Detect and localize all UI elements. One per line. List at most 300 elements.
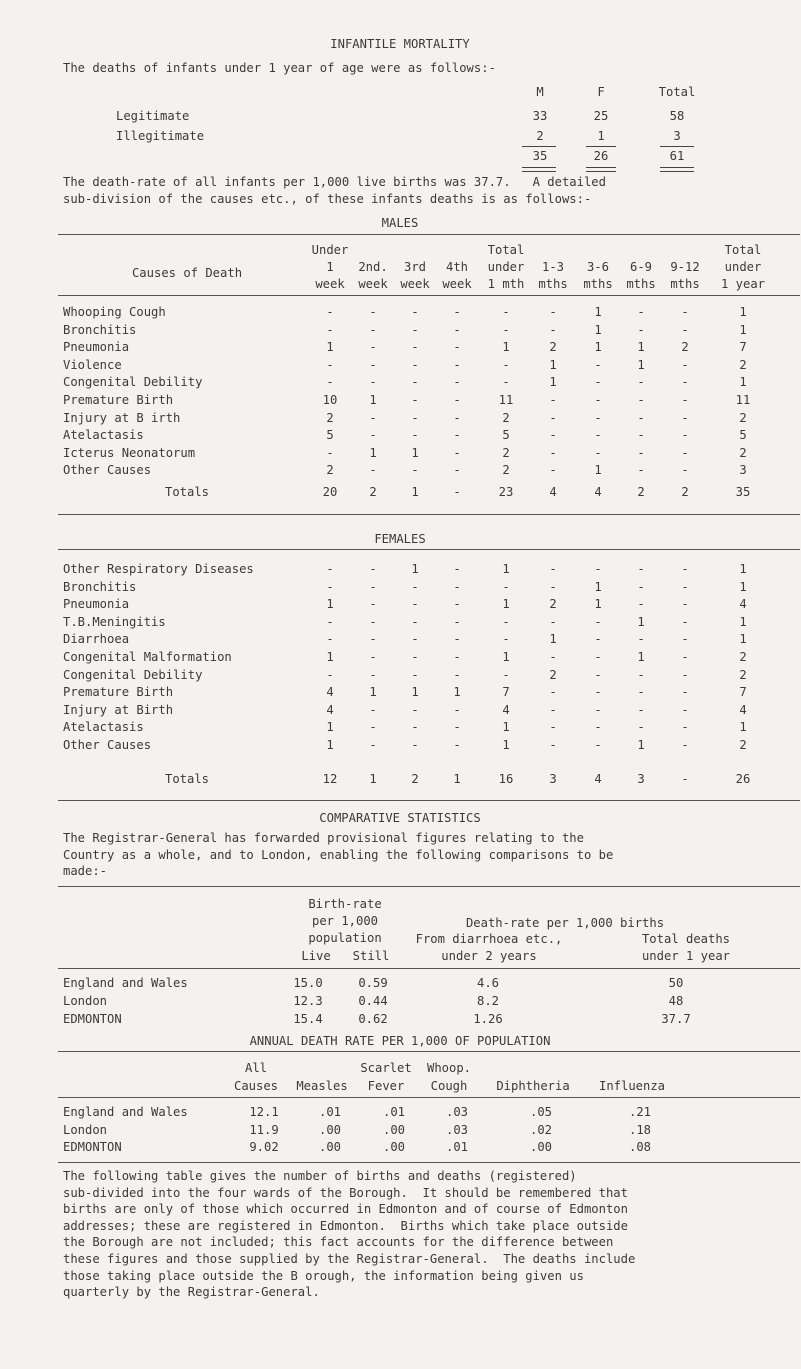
- table-cell: 7: [502, 685, 510, 700]
- column-header: mths: [583, 277, 613, 291]
- cause-label: Bronchitis: [63, 322, 137, 337]
- table-cell: -: [637, 667, 645, 682]
- total-deaths-header: under 1 year: [641, 949, 731, 963]
- table-cell: 1: [502, 340, 510, 355]
- column-header: under: [724, 260, 762, 274]
- table-cell: -: [502, 632, 510, 647]
- table-cell: -: [549, 305, 557, 319]
- table-cell: -: [502, 322, 510, 337]
- table-cell: -: [453, 322, 461, 337]
- summary-total-f: 26: [593, 149, 609, 163]
- table-cell: -: [637, 375, 645, 390]
- table-cell: -: [453, 340, 461, 355]
- table-cell: 1: [369, 393, 377, 407]
- table-cell: 1: [739, 579, 747, 594]
- area-label: EDMONTON: [63, 1140, 122, 1154]
- table-cell: 1: [594, 463, 602, 478]
- table-cell: .05: [529, 1105, 553, 1119]
- total-cell: 1: [369, 772, 377, 786]
- table-cell: 11.9: [249, 1122, 279, 1137]
- summary-row-label: Illegitimate: [116, 129, 205, 143]
- rate-text-line: sub-division of the causes etc., of these infants deaths is as follows:-: [63, 192, 592, 206]
- table-cell: 1: [502, 650, 510, 664]
- table-cell: 1: [594, 305, 602, 319]
- table-cell: 0.59: [358, 976, 388, 990]
- table-cell: 10: [322, 393, 338, 407]
- table-cell: 1: [549, 375, 557, 390]
- table-cell: -: [549, 720, 557, 735]
- table-cell: -: [326, 562, 334, 576]
- paragraph-line: the Borough are not included; this fact accounts for the difference between: [63, 1235, 614, 1250]
- table-cell: 1: [326, 650, 334, 664]
- table-cell: -: [594, 702, 602, 717]
- area-label: EDMONTON: [63, 1012, 122, 1026]
- summary-cell: 3: [673, 129, 681, 143]
- total-cell: 4: [594, 485, 602, 499]
- summary-cell: 2: [536, 129, 544, 143]
- column-header: 1-3: [541, 260, 565, 274]
- table-cell: -: [411, 720, 419, 735]
- table-cell: .00: [382, 1140, 406, 1154]
- column-header: Under: [311, 243, 349, 257]
- table-cell: 1: [637, 340, 645, 355]
- table-cell: .18: [628, 1122, 652, 1137]
- table-cell: -: [681, 632, 689, 647]
- table-cell: -: [411, 738, 419, 752]
- total-cell: 4: [594, 772, 602, 786]
- double-underline: [522, 167, 556, 172]
- table-cell: -: [637, 632, 645, 647]
- table-cell: -: [369, 410, 377, 425]
- annual-header: Diphtheria: [496, 1079, 570, 1093]
- table-cell: -: [594, 685, 602, 700]
- column-header: Total: [724, 243, 762, 257]
- column-header: 4th: [445, 260, 469, 274]
- table-cell: 1: [369, 685, 377, 700]
- underline: [660, 146, 694, 147]
- table-cell: -: [594, 375, 602, 390]
- cause-label: Pneumonia: [63, 340, 130, 355]
- summary-total-total: 61: [669, 149, 685, 163]
- table-cell: -: [411, 322, 419, 337]
- table-cell: -: [369, 702, 377, 717]
- table-bottom-rule: [58, 514, 800, 515]
- table-cell: -: [637, 305, 645, 319]
- annual-header: Causes: [233, 1079, 279, 1093]
- table-cell: -: [502, 357, 510, 372]
- area-label: London: [63, 994, 108, 1008]
- table-cell: 4: [326, 685, 334, 700]
- table-cell: 2: [502, 463, 510, 478]
- table-cell: -: [594, 738, 602, 752]
- table-cell: -: [681, 702, 689, 717]
- still-header: Still: [352, 949, 390, 963]
- table-cell: -: [369, 720, 377, 735]
- table-cell: 2: [549, 667, 557, 682]
- table-cell: -: [549, 579, 557, 594]
- causes-header: Causes of Death: [131, 266, 243, 280]
- total-deaths-header: Total deaths: [641, 932, 731, 946]
- table-cell: -: [411, 614, 419, 629]
- annual-header: Scarlet: [360, 1061, 412, 1075]
- diarrhoea-header: under 2 years: [441, 949, 537, 963]
- table-cell: 0.62: [358, 1012, 388, 1026]
- annual-header: Influenza: [598, 1079, 666, 1093]
- table-cell: 1: [326, 597, 334, 612]
- annual-header: All: [244, 1061, 268, 1075]
- table-cell: 3: [739, 463, 747, 478]
- rate-text-line: The death-rate of all infants per 1,000 live births was 37.7. A detailed: [63, 175, 606, 189]
- table-cell: -: [549, 428, 557, 443]
- table-cell: -: [453, 357, 461, 372]
- table-cell: 50: [668, 976, 684, 990]
- total-cell: 26: [735, 772, 751, 786]
- column-header: 9-12: [670, 260, 700, 274]
- paragraph-line: those taking place outside the B orough, the information being given us: [63, 1268, 584, 1283]
- table-cell: -: [594, 393, 602, 407]
- table-cell: -: [594, 410, 602, 425]
- total-cell: 2: [369, 485, 377, 499]
- table-cell: -: [594, 650, 602, 664]
- table-cell: -: [326, 614, 334, 629]
- table-cell: -: [369, 357, 377, 372]
- table-cell: 2: [739, 738, 747, 752]
- cause-label: Atelactasis: [63, 720, 144, 735]
- total-cell: 4: [549, 485, 557, 499]
- table-cell: -: [549, 702, 557, 717]
- females-title: FEMALES: [374, 532, 426, 546]
- cause-label: Congenital Malformation: [63, 650, 232, 664]
- table-cell: 1: [411, 685, 419, 700]
- table-cell: .00: [529, 1140, 553, 1154]
- column-header: week: [442, 277, 472, 291]
- table-cell: 7: [739, 340, 747, 355]
- table-cell: -: [411, 375, 419, 390]
- table-top-rule: [58, 549, 800, 550]
- total-cell: -: [453, 485, 461, 499]
- table-cell: 2: [739, 650, 747, 664]
- table-cell: -: [681, 685, 689, 700]
- table-cell: -: [681, 393, 689, 407]
- table-cell: 37.7: [661, 1012, 691, 1026]
- table-cell: .00: [318, 1140, 342, 1154]
- column-header: under: [487, 260, 525, 274]
- table-cell: -: [369, 375, 377, 390]
- column-header: Total: [487, 243, 525, 257]
- table-top-rule: [58, 1051, 800, 1052]
- table-cell: -: [681, 428, 689, 443]
- table-cell: -: [369, 667, 377, 682]
- paragraph-line: The Registrar-General has forwarded provisional figures relating to the: [63, 831, 584, 845]
- table-cell: -: [411, 579, 419, 594]
- table-cell: -: [453, 667, 461, 682]
- table-cell: -: [411, 305, 419, 319]
- table-cell: -: [326, 322, 334, 337]
- cause-label: Congenital Debility: [63, 375, 203, 390]
- table-cell: -: [637, 393, 645, 407]
- table-cell: .00: [382, 1122, 406, 1137]
- table-cell: -: [326, 632, 334, 647]
- table-cell: -: [681, 357, 689, 372]
- total-cell: 16: [498, 772, 514, 786]
- cause-label: Other Causes: [63, 463, 152, 478]
- page-title: INFANTILE MORTALITY: [330, 37, 470, 51]
- live-header: Live: [301, 949, 331, 963]
- table-cell: -: [453, 632, 461, 647]
- table-cell: .01: [318, 1105, 342, 1119]
- table-cell: -: [369, 463, 377, 478]
- paragraph-line: Country as a whole, and to London, enabling the following comparisons to be: [63, 847, 614, 862]
- table-cell: 1: [739, 632, 747, 647]
- table-cell: 1: [326, 738, 334, 752]
- comparative-title: COMPARATIVE STATISTICS: [319, 811, 481, 825]
- table-cell: -: [326, 579, 334, 594]
- column-header: week: [358, 277, 388, 291]
- area-label: England and Wales: [63, 1105, 188, 1119]
- table-cell: -: [681, 650, 689, 664]
- total-cell: 3: [549, 772, 557, 786]
- annual-header: Whoop.: [426, 1061, 472, 1075]
- table-top-rule: [58, 886, 800, 887]
- table-cell: -: [637, 322, 645, 337]
- table-cell: -: [681, 410, 689, 425]
- table-cell: 1: [549, 632, 557, 647]
- total-cell: 1: [453, 772, 461, 786]
- table-cell: 1: [502, 720, 510, 735]
- table-cell: -: [502, 375, 510, 390]
- column-header: 1: [326, 260, 334, 274]
- death-rate-header: Death-rate per 1,000 births: [465, 916, 665, 930]
- table-cell: -: [549, 738, 557, 752]
- table-cell: 12.3: [293, 994, 323, 1008]
- table-cell: -: [681, 614, 689, 629]
- table-cell: .01: [445, 1140, 469, 1154]
- table-cell: -: [453, 614, 461, 629]
- table-cell: -: [594, 562, 602, 576]
- annual-header: Measles: [296, 1079, 348, 1093]
- table-cell: 2: [681, 340, 689, 355]
- table-cell: -: [326, 375, 334, 390]
- table-cell: 1: [594, 597, 602, 612]
- diarrhoea-header: From diarrhoea etc.,: [415, 932, 563, 946]
- table-cell: -: [326, 357, 334, 372]
- table-cell: -: [637, 428, 645, 443]
- total-cell: 35: [735, 485, 751, 499]
- header-rule: [58, 1097, 800, 1098]
- table-cell: 1: [739, 720, 747, 735]
- table-cell: -: [326, 667, 334, 682]
- table-cell: 1: [502, 738, 510, 752]
- table-cell: -: [369, 738, 377, 752]
- table-bottom-rule: [58, 800, 800, 801]
- table-cell: -: [411, 650, 419, 664]
- table-cell: .08: [628, 1140, 652, 1154]
- table-cell: 12.1: [249, 1105, 279, 1119]
- table-cell: 2: [326, 410, 334, 425]
- column-header: 1 mth: [487, 277, 525, 291]
- cause-label: Icterus Neonatorum: [63, 445, 196, 460]
- table-cell: -: [637, 702, 645, 717]
- table-cell: -: [453, 375, 461, 390]
- table-cell: -: [369, 614, 377, 629]
- table-cell: .03: [445, 1122, 469, 1137]
- column-header: week: [400, 277, 430, 291]
- table-cell: 1: [326, 340, 334, 355]
- table-cell: 2: [502, 410, 510, 425]
- table-cell: -: [594, 445, 602, 460]
- table-cell: -: [637, 579, 645, 594]
- table-cell: 2: [739, 445, 747, 460]
- table-cell: .03: [445, 1105, 469, 1119]
- table-cell: -: [369, 597, 377, 612]
- table-cell: .01: [382, 1105, 406, 1119]
- table-cell: -: [453, 702, 461, 717]
- total-cell: 1: [411, 485, 419, 499]
- table-cell: 15.0: [293, 976, 323, 990]
- table-cell: -: [681, 562, 689, 576]
- table-cell: -: [502, 579, 510, 594]
- table-cell: -: [369, 562, 377, 576]
- paragraph-line: The following table gives the number of births and deaths (registered): [63, 1169, 577, 1183]
- table-bottom-rule: [58, 1162, 800, 1163]
- table-cell: -: [549, 562, 557, 576]
- table-cell: 1: [637, 614, 645, 629]
- cause-label: Premature Birth: [63, 393, 174, 407]
- table-cell: 1: [549, 357, 557, 372]
- table-cell: 2: [739, 357, 747, 372]
- cause-label: T.B.Meningitis: [63, 614, 166, 629]
- birth-rate-header: population: [308, 930, 382, 945]
- column-header: 3rd: [403, 260, 427, 274]
- table-cell: 2: [549, 340, 557, 355]
- table-cell: -: [637, 463, 645, 478]
- cause-label: Violence: [63, 357, 122, 372]
- table-cell: .21: [628, 1105, 652, 1119]
- table-cell: 1: [637, 357, 645, 372]
- table-cell: 1: [369, 445, 377, 460]
- total-cell: 12: [322, 772, 338, 786]
- table-cell: 1: [326, 720, 334, 735]
- table-cell: 1: [594, 322, 602, 337]
- table-cell: -: [411, 393, 419, 407]
- table-cell: -: [453, 650, 461, 664]
- double-underline: [586, 167, 616, 172]
- table-cell: 0.44: [358, 994, 388, 1008]
- table-cell: -: [453, 393, 461, 407]
- table-cell: -: [637, 720, 645, 735]
- summary-row-label: Legitimate: [116, 109, 190, 123]
- table-cell: -: [411, 340, 419, 355]
- column-header: 2nd.: [358, 260, 388, 274]
- table-cell: -: [681, 579, 689, 594]
- table-cell: 11: [735, 393, 751, 407]
- table-cell: -: [637, 562, 645, 576]
- table-cell: -: [369, 305, 377, 319]
- underline: [522, 146, 556, 147]
- table-cell: -: [549, 614, 557, 629]
- cause-label: Bronchitis: [63, 579, 137, 594]
- table-cell: 5: [739, 428, 747, 443]
- table-cell: -: [637, 685, 645, 700]
- table-cell: 1: [411, 445, 419, 460]
- summary-header-total: Total: [658, 85, 696, 99]
- total-cell: 2: [411, 772, 419, 786]
- table-cell: -: [549, 685, 557, 700]
- table-cell: -: [411, 410, 419, 425]
- paragraph-line: made:-: [63, 864, 108, 878]
- table-cell: -: [411, 632, 419, 647]
- table-cell: 1: [453, 685, 461, 700]
- table-cell: 8.2: [476, 994, 500, 1008]
- summary-cell: 25: [593, 109, 609, 123]
- table-cell: -: [411, 357, 419, 372]
- table-cell: 2: [739, 667, 747, 682]
- table-cell: -: [549, 410, 557, 425]
- table-cell: -: [681, 305, 689, 319]
- table-cell: -: [453, 463, 461, 478]
- table-cell: -: [369, 632, 377, 647]
- paragraph-line: these figures and those supplied by the Registrar-General. The deaths include: [63, 1252, 636, 1266]
- total-cell: 2: [637, 485, 645, 499]
- table-cell: -: [681, 445, 689, 460]
- summary-header-m: M: [536, 85, 544, 99]
- table-cell: -: [453, 738, 461, 752]
- table-cell: 1.26: [473, 1012, 503, 1026]
- table-cell: -: [681, 720, 689, 735]
- table-cell: 2: [549, 597, 557, 612]
- table-cell: 4.6: [476, 976, 500, 990]
- table-cell: -: [681, 322, 689, 337]
- table-cell: .02: [529, 1122, 553, 1137]
- column-header: 6-9: [629, 260, 653, 274]
- table-cell: -: [637, 410, 645, 425]
- table-cell: -: [453, 445, 461, 460]
- table-cell: 4: [326, 702, 334, 717]
- table-cell: -: [369, 322, 377, 337]
- total-cell: -: [681, 772, 689, 786]
- totals-label: Totals: [164, 772, 210, 786]
- paragraph-line: births are only of those which occurred in Edmonton and of course of Edmonton: [63, 1202, 628, 1217]
- cause-label: Congenital Debility: [63, 667, 203, 682]
- table-cell: -: [453, 305, 461, 319]
- total-cell: 23: [498, 485, 514, 499]
- area-label: London: [63, 1122, 108, 1137]
- birth-rate-header: Birth-rate: [308, 897, 382, 911]
- summary-cell: 33: [532, 109, 548, 123]
- total-cell: 2: [681, 485, 689, 499]
- table-cell: 1: [739, 614, 747, 629]
- summary-total-m: 35: [532, 149, 548, 163]
- totals-label: Totals: [164, 485, 210, 499]
- paragraph-line: sub-divided into the four wards of the Borough. It should be remembered that: [63, 1185, 628, 1200]
- intro-text: The deaths of infants under 1 year of age were as follows:-: [63, 61, 496, 75]
- table-cell: 15.4: [293, 1012, 323, 1026]
- column-header: mths: [538, 277, 568, 291]
- cause-label: Injury at B irth: [63, 410, 181, 425]
- table-cell: 7: [739, 685, 747, 700]
- table-cell: -: [502, 614, 510, 629]
- table-cell: -: [369, 428, 377, 443]
- table-cell: 2: [739, 410, 747, 425]
- table-cell: -: [453, 579, 461, 594]
- table-cell: -: [594, 614, 602, 629]
- table-cell: -: [681, 463, 689, 478]
- table-cell: 1: [739, 562, 747, 576]
- table-cell: -: [549, 393, 557, 407]
- cause-label: Other Causes: [63, 738, 152, 752]
- cause-label: Other Respiratory Diseases: [63, 562, 254, 576]
- table-cell: 1: [502, 562, 510, 576]
